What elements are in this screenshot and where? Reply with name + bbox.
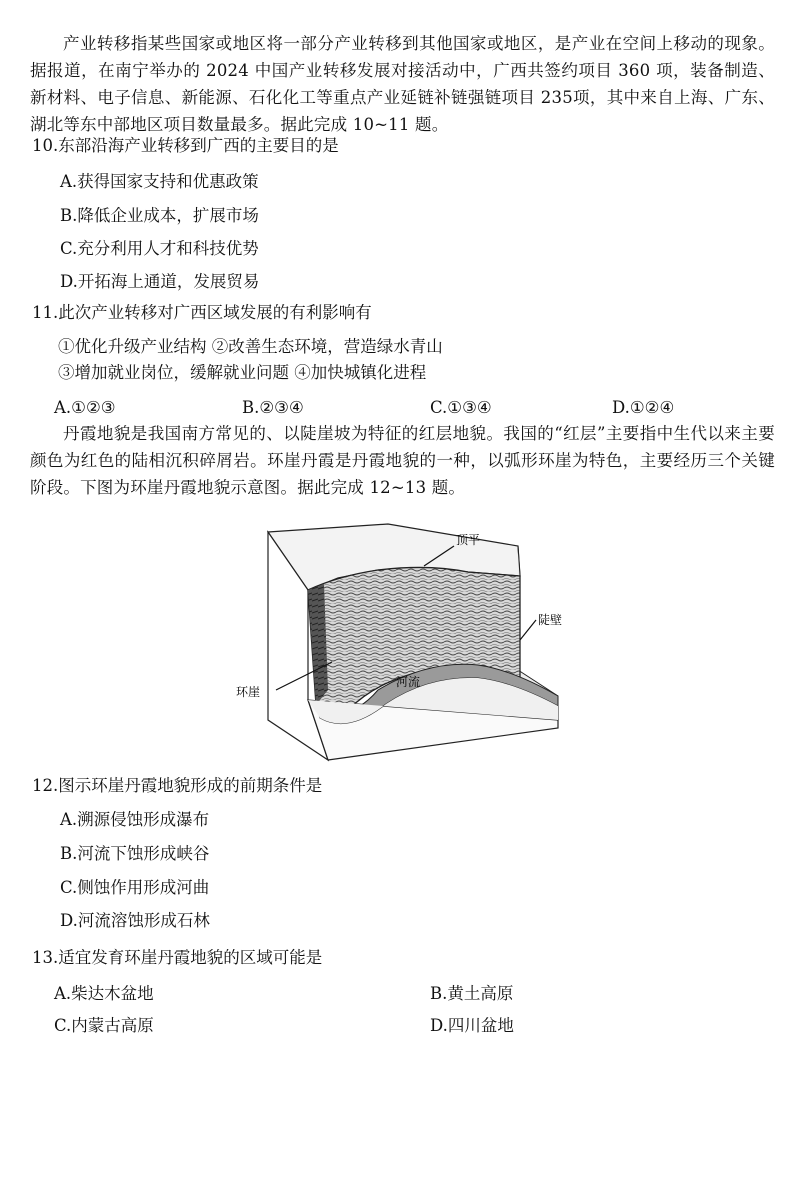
q11-statements-line2: ③增加就业岗位，缓解就业问题 ④加快城镇化进程 [58,363,427,382]
q11-option-d: D.①②④ [612,398,675,417]
label-river: 河流 [396,675,421,689]
q12-option-b: B.河流下蚀形成峡谷 [60,844,210,863]
q13-option-c: C.内蒙古高原 [54,1016,154,1035]
q10-option-a: A.获得国家支持和优惠政策 [60,172,259,191]
block-diagram [228,520,600,770]
q11-option-c: C.①③④ [430,398,492,417]
label-cliff: 环崖 [236,685,261,699]
q13-option-a: A.柴达木盆地 [54,984,154,1003]
q10-option-c: C.充分利用人才和科技优势 [60,239,259,258]
q11-statements-line1: ①优化升级产业结构 ②改善生态环境，营造绿水青山 [58,337,443,356]
label-wall: 陡壁 [538,613,563,627]
q10-option-d: D.开拓海上通道，发展贸易 [60,272,260,291]
q13-option-b: B.黄土高原 [430,984,514,1003]
q12-option-c: C.侧蚀作用形成河曲 [60,878,210,897]
leader-wall [520,620,536,640]
question-13-stem: 13.适宜发育环崖丹霞地貌的区域可能是 [32,948,323,967]
q10-option-b: B.降低企业成本，扩展市场 [60,206,259,225]
danxia-landform-figure [228,520,600,770]
q13-option-d: D.四川盆地 [430,1016,514,1035]
passage-industrial-transfer: 产业转移指某些国家或地区将一部分产业转移到其他国家或地区，是产业在空间上移动的现象。据报道，在南宁举办的 2024 中国产业转移发展对接活动中，广西共签约项目 360 项，装备制造、新材料、电子信息、新能源、石化化工等重点产业延链补链强链项目 235项，其中来自上海、广东、湖北等东中部地区项目数量最多。据此完成 10~11 题。 [30,34,775,134]
q11-option-a: A.①②③ [54,398,116,417]
question-12-stem: 12.图示环崖丹霞地貌形成的前期条件是 [32,776,323,795]
q12-option-d: D.河流溶蚀形成石林 [60,911,210,930]
question-10-stem: 10.东部沿海产业转移到广西的主要目的是 [32,136,339,155]
question-11-stem: 11.此次产业转移对广西区域发展的有利影响有 [32,303,372,322]
label-top: 顶平 [456,533,481,547]
passage-danxia: 丹霞地貌是我国南方常见的、以陡崖坡为特征的红层地貌。我国的“红层”主要指中生代以来主要颜色为红色的陆相沉积碎屑岩。环崖丹霞是丹霞地貌的一种，以弧形环崖为特色，主要经历三个关键阶段。下图为环崖丹霞地貌示意图。据此完成 12~13 题。 [30,424,775,497]
q11-option-b: B.②③④ [242,398,304,417]
q12-option-a: A.溯源侵蚀形成瀑布 [60,810,210,829]
